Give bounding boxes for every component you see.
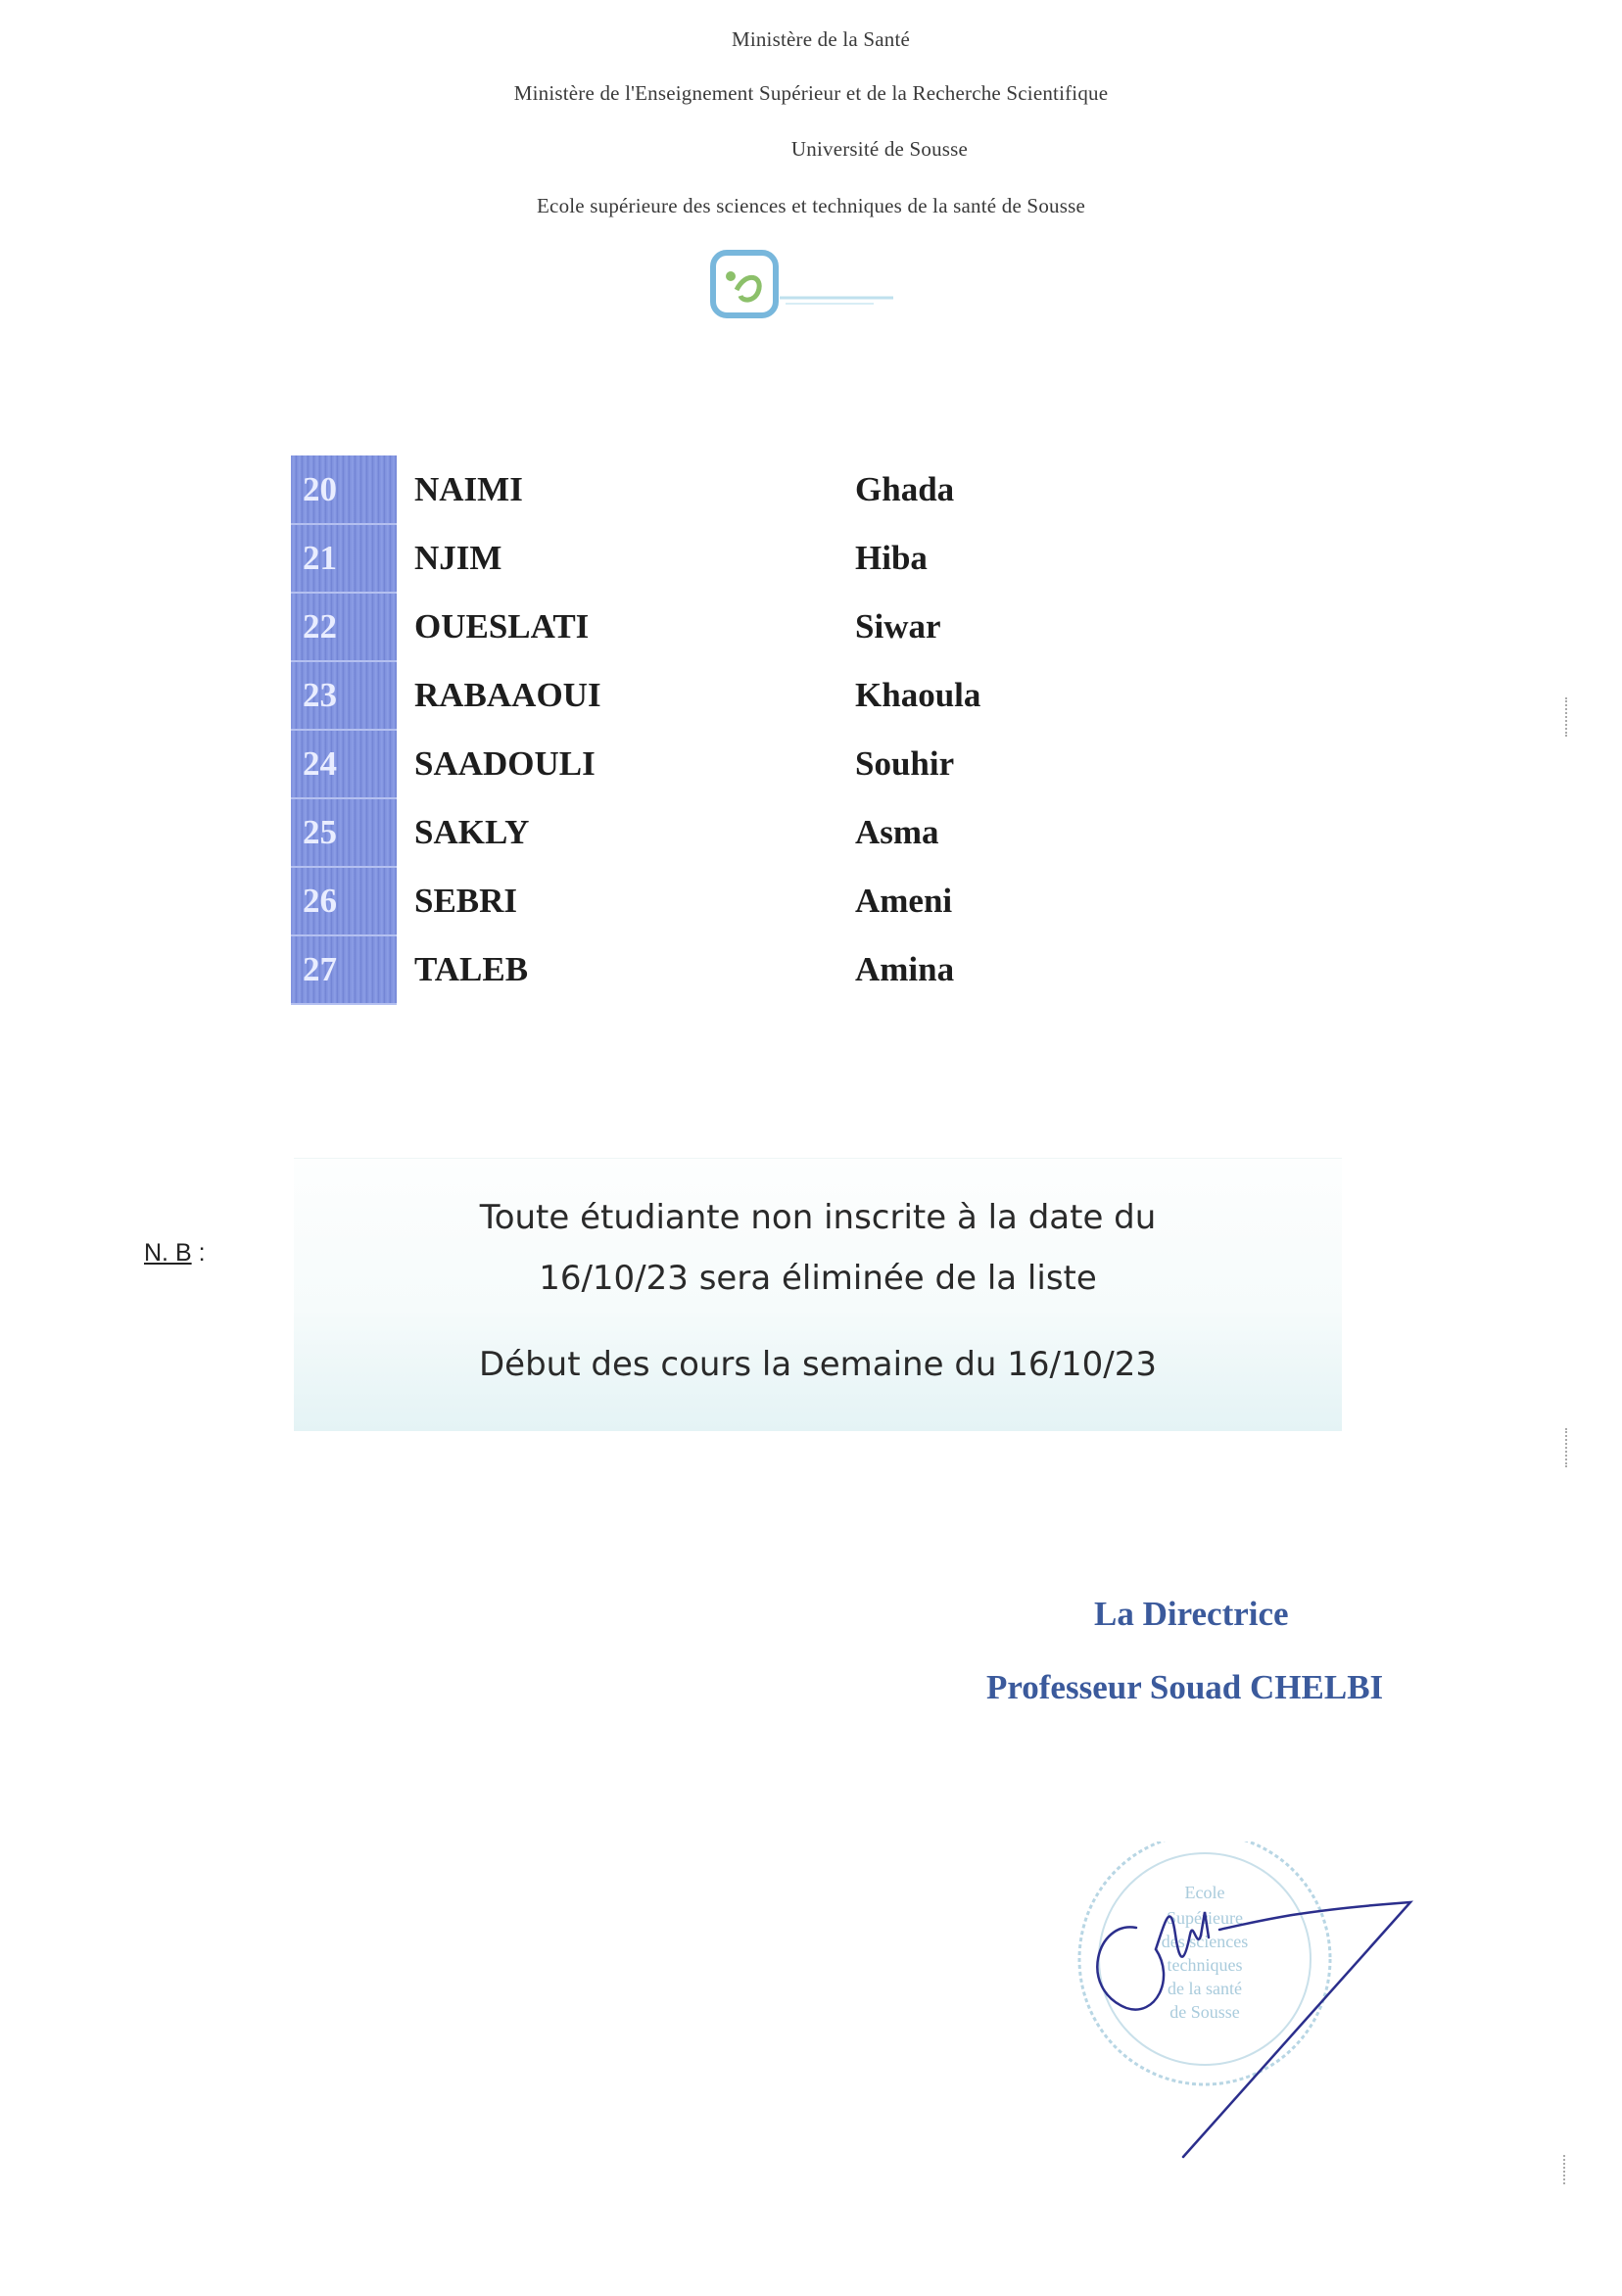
student-number: 26 (291, 867, 397, 935)
note-label-text: N. B (144, 1239, 192, 1267)
student-surname: SAADOULI (414, 744, 596, 783)
scan-mark-3 (1563, 2155, 1573, 2184)
student-row (291, 867, 1290, 935)
student-row (291, 455, 1290, 524)
student-surname: NJIM (414, 539, 502, 577)
student-row (291, 593, 1290, 661)
signature-name: Professeur Souad CHELBI (986, 1668, 1384, 1706)
student-surname: TALEB (414, 950, 529, 988)
student-list-body (291, 455, 1290, 1004)
header-ministry-health: Ministère de la Santé (731, 27, 911, 51)
student-row (291, 935, 1290, 1004)
student-surname: OUESLATI (414, 607, 590, 646)
svg-text:Supérieure: Supérieure (1167, 1908, 1243, 1928)
student-number: 21 (291, 524, 397, 593)
student-surname: SEBRI (414, 882, 518, 920)
student-number: 23 (291, 661, 397, 730)
scan-mark-1 (1565, 697, 1575, 737)
svg-text:techniques: techniques (1167, 1955, 1243, 1975)
header-ministry-education: Ministère de l'Enseignement Supérieur et de la Recherche Scientifique (513, 81, 1109, 105)
student-row (291, 524, 1290, 593)
official-stamp-and-signature-icon (1009, 1842, 1420, 2165)
scan-mark-2 (1565, 1428, 1575, 1467)
student-number: 22 (291, 593, 397, 661)
student-firstname: Siwar (855, 607, 941, 646)
student-firstname: Souhir (855, 744, 955, 783)
student-row (291, 661, 1290, 730)
student-row (291, 730, 1290, 798)
student-list-table (291, 455, 1290, 1005)
svg-text:Ecole: Ecole (1184, 1883, 1225, 1902)
student-firstname: Asma (855, 813, 939, 851)
signature-role: La Directrice (1094, 1595, 1289, 1633)
notice-box (294, 1158, 1342, 1431)
student-firstname: Khaoula (855, 676, 981, 714)
notice-line-1: Toute étudiante non inscrite à la date du (479, 1198, 1157, 1237)
student-firstname: Ameni (855, 882, 953, 920)
header-university: Université de Sousse (790, 137, 969, 161)
header-school: Ecole supérieure des sciences et techniques de la santé de Sousse (537, 194, 1085, 217)
student-row (291, 798, 1290, 867)
notice-line-3: Début des cours la semaine du 16/10/23 (479, 1345, 1157, 1384)
student-number: 24 (291, 730, 397, 798)
svg-text:de la santé: de la santé (1168, 1979, 1242, 1998)
svg-text:des sciences: des sciences (1161, 1932, 1249, 1951)
student-firstname: Hiba (855, 539, 928, 577)
notice-line-2: 16/10/23 sera éliminée de la liste (539, 1259, 1097, 1298)
note-label-colon: : (198, 1239, 206, 1267)
note-label (144, 1239, 206, 1268)
student-number: 20 (291, 455, 397, 524)
student-surname: RABAAOUI (414, 676, 601, 714)
student-firstname: Amina (855, 950, 955, 988)
svg-text:de Sousse: de Sousse (1169, 2002, 1240, 2022)
school-logo-icon (707, 247, 908, 325)
student-number: 27 (291, 935, 397, 1004)
student-number: 25 (291, 798, 397, 867)
student-firstname: Ghada (855, 470, 955, 508)
student-surname: NAIMI (414, 470, 523, 508)
student-surname: SAKLY (414, 813, 530, 851)
